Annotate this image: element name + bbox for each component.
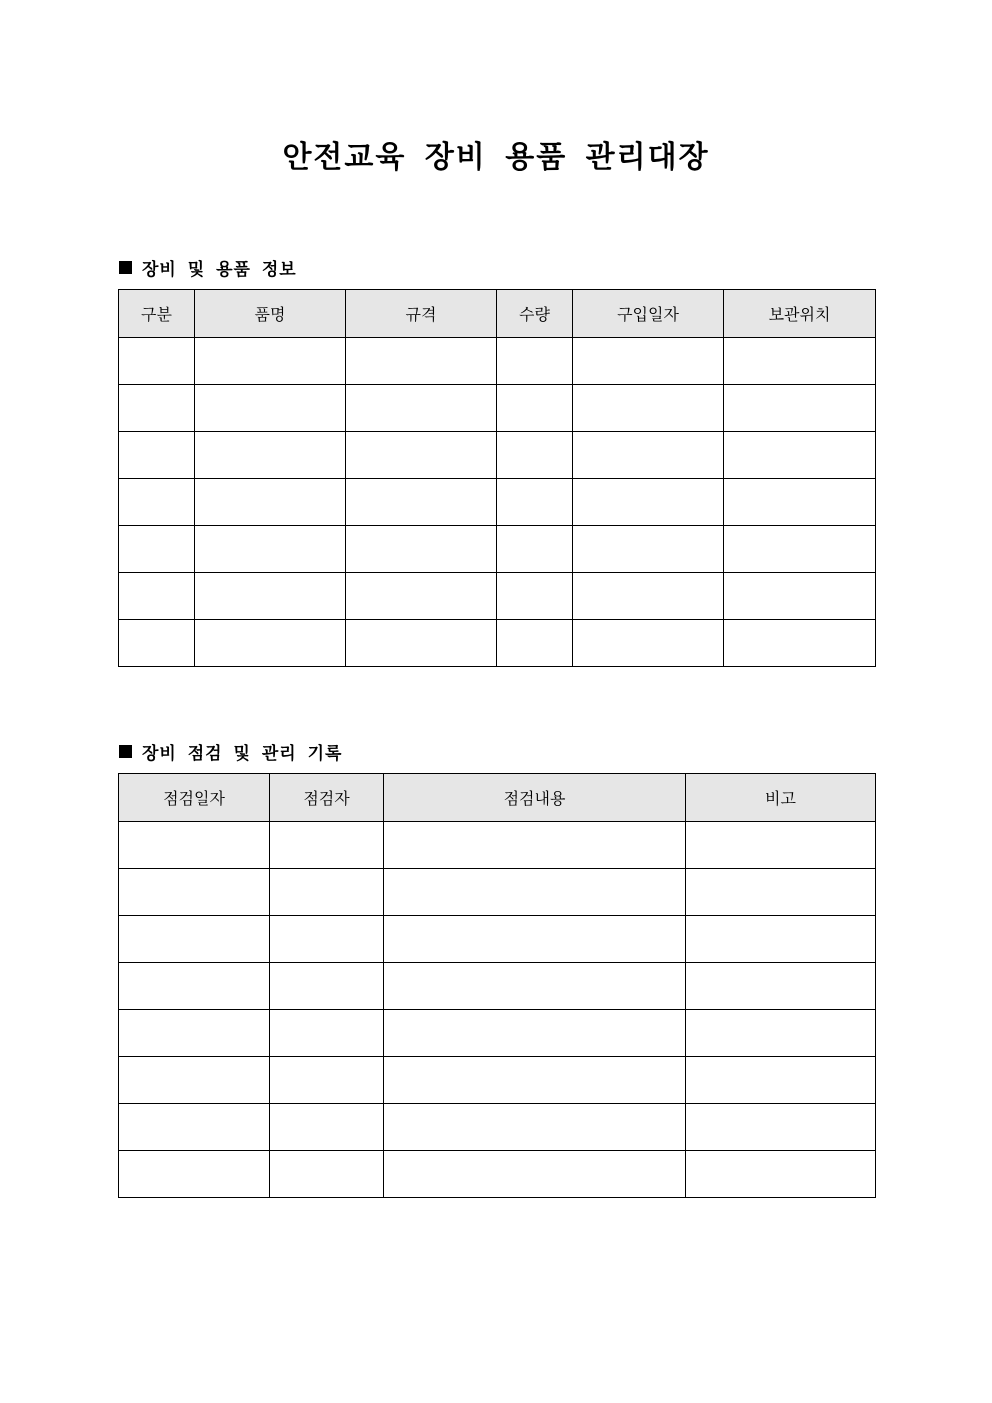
table-row bbox=[119, 385, 876, 432]
table-row bbox=[119, 1151, 876, 1198]
table-cell[interactable] bbox=[119, 573, 195, 620]
table-cell[interactable] bbox=[119, 338, 195, 385]
table-row bbox=[119, 479, 876, 526]
table-row bbox=[119, 620, 876, 667]
table-cell[interactable] bbox=[270, 1057, 384, 1104]
table-cell[interactable] bbox=[346, 526, 497, 573]
table-cell[interactable] bbox=[686, 822, 876, 869]
column-header: 구입일자 bbox=[573, 290, 724, 338]
column-header: 품명 bbox=[195, 290, 346, 338]
table-cell[interactable] bbox=[119, 479, 195, 526]
table-cell[interactable] bbox=[724, 479, 876, 526]
table-row bbox=[119, 822, 876, 869]
table-cell[interactable] bbox=[724, 385, 876, 432]
table-cell[interactable] bbox=[270, 963, 384, 1010]
table-cell[interactable] bbox=[497, 432, 573, 479]
table-cell[interactable] bbox=[384, 963, 686, 1010]
table-cell[interactable] bbox=[119, 1057, 270, 1104]
table-cell[interactable] bbox=[119, 1010, 270, 1057]
table-cell[interactable] bbox=[119, 869, 270, 916]
table-cell[interactable] bbox=[497, 479, 573, 526]
table-cell[interactable] bbox=[384, 1010, 686, 1057]
table-cell[interactable] bbox=[119, 526, 195, 573]
table-cell[interactable] bbox=[119, 1104, 270, 1151]
section-heading-label: 장비 및 용품 정보 bbox=[142, 260, 297, 280]
column-header: 구분 bbox=[119, 290, 195, 338]
table-row bbox=[119, 526, 876, 573]
column-header: 점검자 bbox=[270, 774, 384, 822]
table-row bbox=[119, 963, 876, 1010]
section-heading-equipment-info bbox=[119, 255, 297, 280]
table-cell[interactable] bbox=[384, 822, 686, 869]
table-cell[interactable] bbox=[270, 1010, 384, 1057]
table-cell[interactable] bbox=[346, 385, 497, 432]
table-row bbox=[119, 1010, 876, 1057]
table-cell[interactable] bbox=[724, 432, 876, 479]
column-header: 점검일자 bbox=[119, 774, 270, 822]
table-cell[interactable] bbox=[270, 1151, 384, 1198]
table-cell[interactable] bbox=[686, 869, 876, 916]
table-header-row bbox=[119, 290, 876, 338]
table-cell[interactable] bbox=[195, 573, 346, 620]
table-cell[interactable] bbox=[497, 385, 573, 432]
table-cell[interactable] bbox=[686, 1057, 876, 1104]
table-cell[interactable] bbox=[119, 385, 195, 432]
table-cell[interactable] bbox=[346, 432, 497, 479]
column-header: 규격 bbox=[346, 290, 497, 338]
page-title: 안전교육 장비 용품 관리대장 bbox=[282, 140, 710, 175]
table-cell[interactable] bbox=[195, 479, 346, 526]
table-cell[interactable] bbox=[119, 963, 270, 1010]
table-cell[interactable] bbox=[384, 1151, 686, 1198]
table-cell[interactable] bbox=[384, 916, 686, 963]
table-row bbox=[119, 916, 876, 963]
table-cell[interactable] bbox=[119, 620, 195, 667]
square-bullet-icon bbox=[119, 745, 132, 758]
table-cell[interactable] bbox=[497, 620, 573, 667]
inspection-record-table bbox=[118, 773, 876, 1198]
table-cell[interactable] bbox=[724, 573, 876, 620]
table-cell[interactable] bbox=[573, 479, 724, 526]
table-cell[interactable] bbox=[346, 573, 497, 620]
table-cell[interactable] bbox=[270, 869, 384, 916]
table-cell[interactable] bbox=[573, 432, 724, 479]
table-cell[interactable] bbox=[346, 338, 497, 385]
table-cell[interactable] bbox=[270, 822, 384, 869]
table-cell[interactable] bbox=[724, 620, 876, 667]
table-cell[interactable] bbox=[195, 620, 346, 667]
table-row bbox=[119, 869, 876, 916]
table-cell[interactable] bbox=[724, 338, 876, 385]
table-cell[interactable] bbox=[384, 1057, 686, 1104]
table-cell[interactable] bbox=[686, 1010, 876, 1057]
table-cell[interactable] bbox=[384, 1104, 686, 1151]
table-cell[interactable] bbox=[497, 526, 573, 573]
table-header-row bbox=[119, 774, 876, 822]
table-cell[interactable] bbox=[195, 432, 346, 479]
table-cell[interactable] bbox=[686, 1104, 876, 1151]
table-cell[interactable] bbox=[497, 573, 573, 620]
square-bullet-icon bbox=[119, 261, 132, 274]
table-cell[interactable] bbox=[195, 385, 346, 432]
column-header: 비고 bbox=[686, 774, 876, 822]
table-cell[interactable] bbox=[346, 620, 497, 667]
table-cell[interactable] bbox=[384, 869, 686, 916]
table-cell[interactable] bbox=[346, 479, 497, 526]
table-cell[interactable] bbox=[270, 916, 384, 963]
table-cell[interactable] bbox=[119, 916, 270, 963]
table-cell[interactable] bbox=[573, 338, 724, 385]
table-row bbox=[119, 338, 876, 385]
table-cell[interactable] bbox=[686, 1151, 876, 1198]
table-cell[interactable] bbox=[119, 822, 270, 869]
table-cell[interactable] bbox=[119, 1151, 270, 1198]
table-cell[interactable] bbox=[686, 916, 876, 963]
column-header: 보관위치 bbox=[724, 290, 876, 338]
table-row bbox=[119, 1057, 876, 1104]
table-cell[interactable] bbox=[573, 620, 724, 667]
column-header: 점검내용 bbox=[384, 774, 686, 822]
table-cell[interactable] bbox=[573, 526, 724, 573]
section-heading-label: 장비 점검 및 관리 기록 bbox=[142, 744, 343, 764]
table-cell[interactable] bbox=[573, 385, 724, 432]
table-cell[interactable] bbox=[270, 1104, 384, 1151]
table-cell[interactable] bbox=[195, 338, 346, 385]
table-row bbox=[119, 432, 876, 479]
table-cell[interactable] bbox=[573, 573, 724, 620]
table-cell[interactable] bbox=[195, 526, 346, 573]
column-header: 수량 bbox=[497, 290, 573, 338]
table-cell[interactable] bbox=[686, 963, 876, 1010]
table-row bbox=[119, 573, 876, 620]
table-cell[interactable] bbox=[724, 526, 876, 573]
equipment-info-table bbox=[118, 289, 876, 667]
section-heading-inspection-record bbox=[119, 739, 342, 764]
table-row bbox=[119, 1104, 876, 1151]
table-cell[interactable] bbox=[119, 432, 195, 479]
table-cell[interactable] bbox=[497, 338, 573, 385]
